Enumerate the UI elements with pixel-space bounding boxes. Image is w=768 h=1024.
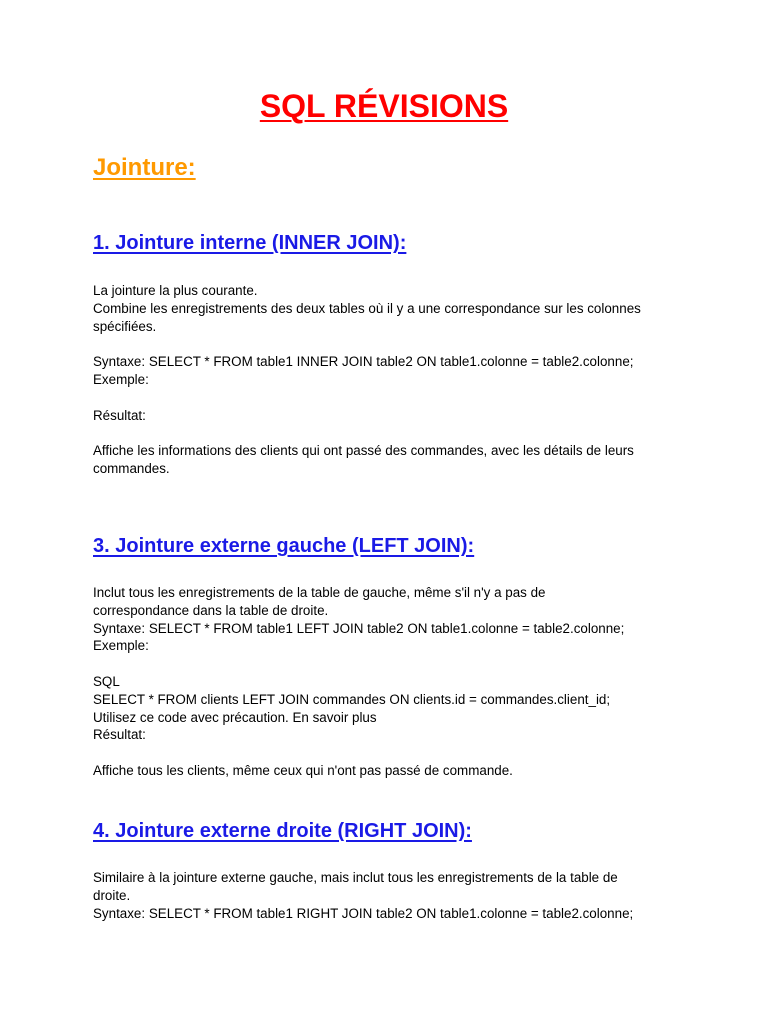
paragraph-line: Affiche les informations des clients qui ont passé des commandes, avec les détails de leurs [93, 443, 634, 459]
paragraph-line: commandes. [93, 460, 170, 476]
paragraph-line: Résultat: [93, 727, 146, 743]
paragraph-line: Syntaxe: SELECT * FROM table1 LEFT JOIN table2 ON table1.colonne = table2.colonne; [93, 620, 625, 636]
heading-inner-join: 1. Jointure interne (INNER JOIN): [93, 232, 407, 254]
paragraph-line: Combine les enregistrements des deux tables où il y a une correspondance sur les colonnes [93, 300, 641, 316]
paragraph-line [93, 424, 683, 442]
paragraph-line: Utilisez ce code avec précaution. En savoir plus [93, 709, 377, 725]
heading-left-join: 3. Jointure externe gauche (LEFT JOIN): [93, 535, 475, 557]
paragraph-line: SQL [93, 673, 120, 689]
paragraph-line: Inclut tous les enregistrements de la table de gauche, même s'il n'y a pas de [93, 585, 546, 600]
paragraph-line [93, 655, 683, 673]
section-heading-jointure: Jointure: [93, 154, 196, 181]
paragraph-line: correspondance dans la table de droite. [93, 602, 329, 618]
paragraph-line: Exemple: [93, 371, 149, 387]
paragraph-line: Similaire à la jointure externe gauche, mais inclut tous les enregistrements de la table de [93, 870, 618, 885]
inner-join-body [93, 282, 683, 478]
paragraph-line: Exemple: [93, 638, 149, 654]
paragraph-line [93, 389, 683, 407]
paragraph-line: droite. [93, 887, 131, 903]
paragraph-line: Affiche tous les clients, même ceux qui n'ont pas passé de commande. [93, 762, 513, 778]
right-join-body [93, 869, 683, 922]
paragraph-line: La jointure la plus courante. [93, 283, 258, 298]
paragraph-line: spécifiées. [93, 318, 157, 334]
paragraph-line [93, 335, 683, 353]
paragraph-line: SELECT * FROM clients LEFT JOIN commandes ON clients.id = commandes.client_id; [93, 691, 611, 707]
document-title: SQL RÉVISIONS [259, 88, 509, 124]
paragraph-line: Résultat: [93, 407, 146, 423]
paragraph-line [93, 744, 683, 762]
paragraph-line: Syntaxe: SELECT * FROM table1 RIGHT JOIN table2 ON table1.colonne = table2.colonne; [93, 905, 634, 921]
left-join-body [93, 584, 683, 780]
paragraph-line: Syntaxe: SELECT * FROM table1 INNER JOIN table2 ON table1.colonne = table2.colonne; [93, 354, 634, 370]
heading-right-join: 4. Jointure externe droite (RIGHT JOIN): [93, 820, 472, 842]
